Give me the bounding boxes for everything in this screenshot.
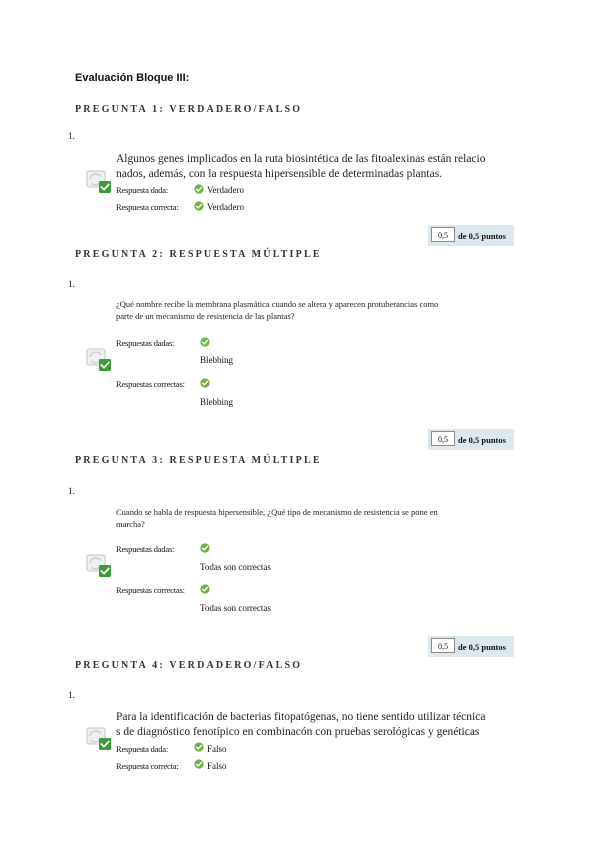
score-total: de 0,5 puntos	[458, 435, 506, 445]
given-answer: Todas son correctas	[200, 562, 271, 572]
correct-answer: Verdadero	[207, 202, 244, 212]
correct-answer-icon	[86, 348, 112, 372]
question-text	[116, 152, 506, 182]
green-check-icon	[200, 378, 210, 388]
correct-answer-icon	[86, 554, 112, 578]
score-total: de 0,5 puntos	[458, 231, 506, 241]
question-heading: PREGUNTA 1: VERDADERO/FALSO	[75, 104, 303, 115]
given-answer: Verdadero	[207, 185, 244, 195]
given-answer-label: Respuesta dada:	[116, 185, 168, 195]
score-box	[428, 636, 514, 657]
given-answer: Falso	[207, 744, 227, 754]
given-answer-label: Respuestas dadas:	[116, 544, 175, 554]
correct-answer-label: Respuestas correctas:	[116, 379, 185, 389]
correct-answer: Todas son correctas	[200, 603, 271, 613]
correct-answer-icon	[86, 170, 112, 194]
question-text	[116, 298, 506, 322]
correct-answer: Blebbing	[200, 397, 233, 407]
score-input[interactable]: 0,5	[431, 431, 455, 446]
correct-answer-icon	[86, 727, 112, 751]
correct-answer-label: Respuestas correctas:	[116, 585, 185, 595]
green-check-icon	[194, 742, 204, 752]
score-box	[428, 429, 514, 450]
question-number: 1.	[68, 131, 75, 141]
green-check-icon	[200, 584, 210, 594]
score-box	[428, 225, 514, 246]
question-number: 1.	[68, 279, 75, 289]
green-check-icon	[200, 337, 210, 347]
question-number: 1.	[68, 690, 75, 700]
question-number: 1.	[68, 486, 75, 496]
score-total: de 0,5 puntos	[458, 642, 506, 652]
score-input[interactable]: 0,5	[431, 638, 455, 653]
page-title: Evaluación Bloque III:	[75, 72, 190, 84]
given-answer-label: Respuestas dadas:	[116, 338, 175, 348]
question-text-line: Cuando se habla de respuesta hipersensible, ¿Qué tipo de mecanismo de resistencia se pone en	[116, 507, 438, 517]
question-text-line: Algunos genes implicados en la ruta biosintética de las fitoalexinas están relacio	[116, 153, 486, 165]
question-heading: PREGUNTA 4: VERDADERO/FALSO	[75, 660, 303, 671]
green-check-icon	[194, 759, 204, 769]
given-answer-label: Respuesta dada:	[116, 744, 168, 754]
question-text	[116, 506, 506, 530]
question-text-line: parte de un mecanismo de resistencia de las plantas?	[116, 311, 295, 321]
green-check-icon	[200, 543, 210, 553]
green-check-icon	[194, 201, 204, 211]
correct-answer: Falso	[207, 761, 227, 771]
question-text-line: s de diagnóstico fenotípico en combinacón con pruebas serológicas y genéticas	[116, 726, 480, 738]
question-text-line: Para la identificación de bacterias fitopatógenas, no tiene sentido utilizar técnica	[116, 711, 486, 723]
question-text-line: marcha?	[116, 519, 145, 529]
question-text	[116, 710, 506, 740]
correct-answer-label: Respuesta correcta:	[116, 761, 179, 771]
correct-answer-label: Respuesta correcta:	[116, 202, 179, 212]
question-text-line: ¿Qué nombre recibe la membrana plasmática cuando se altera y aparecen protuberancias como	[116, 299, 439, 309]
green-check-icon	[194, 184, 204, 194]
question-text-line: nados, además, con la respuesta hipersensible de determinadas plantas.	[116, 168, 443, 180]
score-input[interactable]: 0,5	[431, 227, 455, 242]
question-heading: PREGUNTA 3: RESPUESTA MÚLTIPLE	[75, 455, 322, 466]
question-heading: PREGUNTA 2: RESPUESTA MÚLTIPLE	[75, 249, 322, 260]
given-answer: Blebbing	[200, 355, 233, 365]
